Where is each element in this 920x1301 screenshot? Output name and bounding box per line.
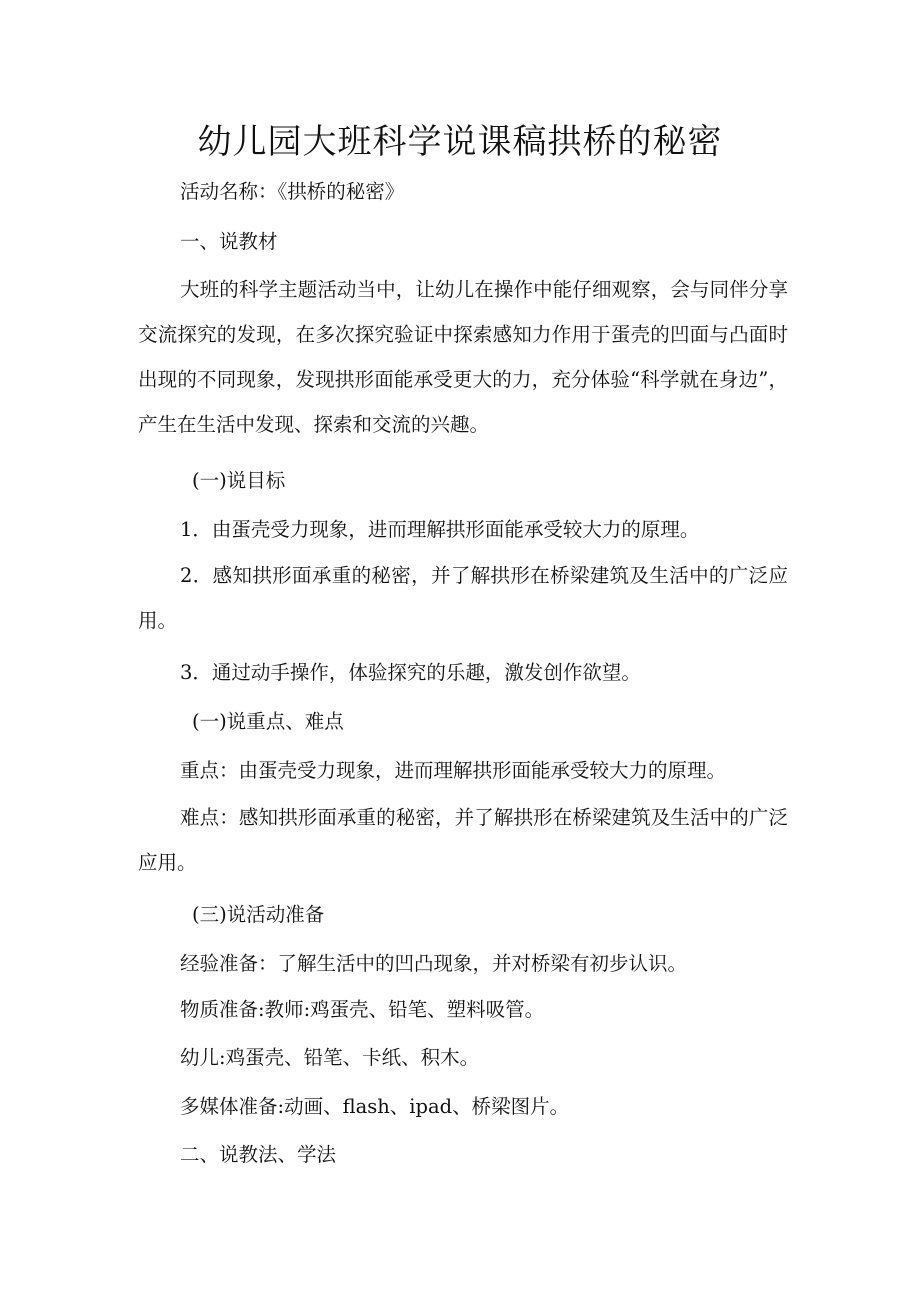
textbook-paragraph: 大班的科学主题活动当中，让幼儿在操作中能仔细观察，会与同伴分享交流探究的发现，在多次探究验证中探索感知力作用于蛋壳的凹面与凸面时出现的不同现象，发现拱形面能承受更大的力，充分体验“科学就在身边”，产生在生活中发现、探索和交流的兴趣。 (138, 278, 788, 436)
document-title: 幼儿园大班科学说课稿拱桥的秘密 (197, 122, 723, 162)
goal-item-1: 1．由蛋壳受力现象，进而理解拱形面能承受较大力的原理。 (180, 518, 700, 541)
difficulty-text: 难点：感知拱形面承重的秘密，并了解拱形在桥梁建筑及生活中的广泛应用。 (138, 806, 788, 874)
goal-item-2: 2．感知拱形面承重的秘密，并了解拱形在桥梁建筑及生活中的广泛应用。 (138, 564, 788, 632)
prep-experience: 经验准备：了解生活中的凹凸现象，并对桥梁有初步认识。 (180, 952, 688, 975)
prep-media: 多媒体准备:动画、flash、ipad、桥梁图片。 (180, 1095, 570, 1118)
activity-name: 活动名称：《拱桥的秘密》 (180, 180, 405, 203)
preparation-heading: (三)说活动准备 (192, 903, 325, 926)
goals-heading: (一)说目标 (192, 469, 286, 492)
key-points-heading: (一)说重点、难点 (192, 710, 344, 733)
goal-item-3: 3．通过动手操作，体验探究的乐趣，激发创作欲望。 (180, 661, 641, 684)
key-point-text: 重点：由蛋壳受力现象，进而理解拱形面能承受较大力的原理。 (180, 759, 727, 782)
section-heading-textbook: 一、说教材 (180, 230, 278, 253)
prep-children: 幼儿:鸡蛋壳、铅笔、卡纸、积木。 (180, 1046, 480, 1069)
section-heading-methods: 二、说教法、学法 (180, 1143, 337, 1166)
prep-material: 物质准备:教师:鸡蛋壳、铅笔、塑料吸管。 (180, 998, 545, 1021)
